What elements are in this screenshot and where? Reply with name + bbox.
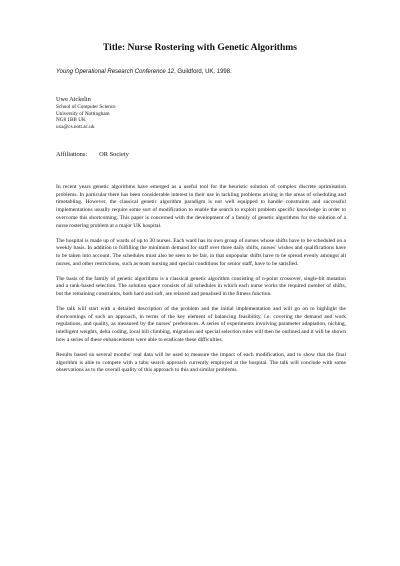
affiliations-label: Affiliations: [56, 151, 88, 158]
affiliations-value: OR Society [99, 151, 129, 158]
paragraph: In recent years genetic algorithms have emerged as a useful tool for the heuristic solution of complex discrete optimisation problems. In particular there has been considerable interest in their use in tackling problems arising in the areas of scheduling and timetabling. However, the classical genetic algorithm paradigm is not well equipped to handle constraints and successful implementations usually require some sort of modification to enable the search to exploit problem specific knowledge in order to overcome this shortcoming. This paper is concerned with the development of a family of genetic algorithms for the solution of a nurse rostering problem at a major UK hospital. [56, 184, 346, 229]
address-line: School of Computer Science [56, 104, 116, 110]
paragraph: The hospital is made up of wards of up to 30 nurses. Each ward has its own group of nurses whose shifts have to be scheduled on a weekly basis. In addition to fulfilling the minimum demand for staff over three daily shifts, nurses’ wishes and qualifications have to be taken into account. The schedules must also be seen to be fair, in that unpopular shifts have to be spread evenly amongst all nurses, and other restrictions, such as team nursing and special conditions for senior staff, have to be satisfied. [56, 237, 346, 267]
paragraph: The talk will start with a detailed description of the problem and the initial implementation and will go on to highlight the shortcomings of such an approach, in terms of the key element of balancing feasibility, i.e. covering the demand and work regulations, and quality, as measured by the nurses’ preferences. A series of experiments involving parameter adaptation, niching, intelligent weights, delta coding, local hill climbing, migration and special selection rules will then be outlined and it will be shown how a series of these enhancements were able to eradicate these difficulties. [56, 306, 346, 343]
author-block [56, 96, 256, 130]
paragraph: Results based on several months’ real data will be used to measure the impact of each modification, and to show that the final algorithm is able to compete with a tabu search approach currently employed at the hospital. The talk will conclude with some observations as to the overall quality of this approach to this and similar problems. [56, 351, 346, 374]
abstract-body [56, 184, 346, 382]
author-email: uxa@cs.nott.ac.uk [56, 123, 95, 130]
conference-name: Young Operational Research Conference 12 [56, 69, 175, 75]
address-line: NG8 1BB UK [56, 117, 86, 124]
author-name: Uwe Aickelin [56, 96, 91, 103]
address-line: University of Nottingham [56, 110, 110, 117]
conference-line [56, 68, 356, 76]
paper-title: Title: Nurse Rostering with Genetic Algorithms [102, 42, 298, 53]
affiliations [56, 151, 129, 159]
paragraph: The basis of the family of genetic algorithms is a classical genetic algorithm consisting of n-point crossover, single-bit mutation and a rank-based selection. The solution space consists of all schedules in which each nurse works the required number of shifts, but the remaining constraints, both hard and soft, are relaxed and penalised in the fitness function. [56, 275, 346, 298]
conference-location: , Guildford, UK, 1998. [174, 69, 232, 75]
